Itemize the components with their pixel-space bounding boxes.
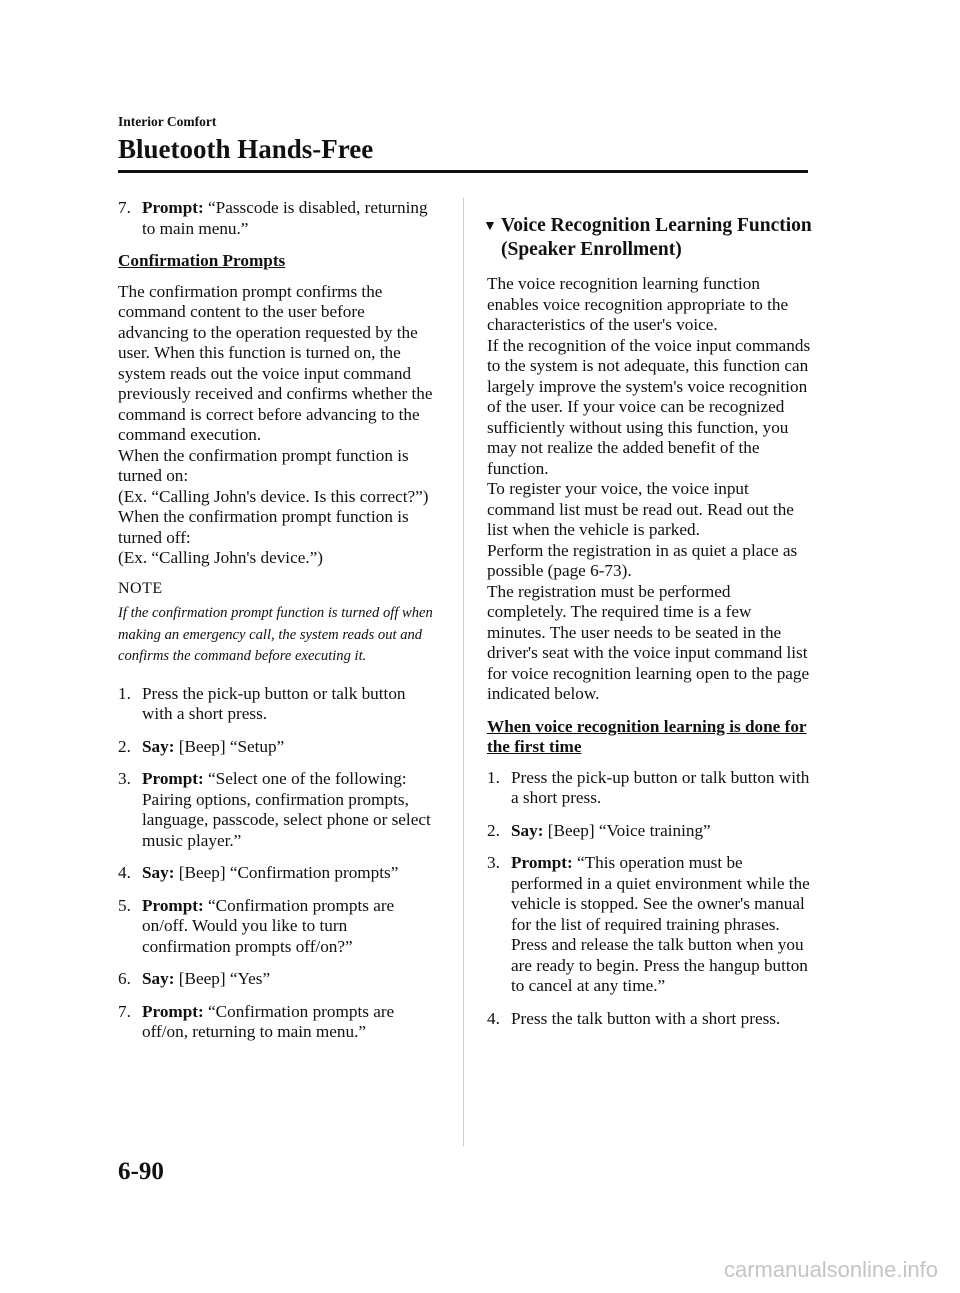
step-item (487, 821, 812, 842)
step-item (118, 969, 438, 990)
step-keyword: Prompt: (142, 198, 204, 217)
step-number: 7. (118, 198, 131, 217)
step-number: 2. (487, 820, 500, 840)
step-content: [Beep] “Setup” (174, 736, 285, 756)
voice-paragraph-4: Perform the registration in as quiet a place as possible (page 6-73). (487, 540, 798, 580)
step-text (142, 896, 438, 958)
step-content: “Confirmation prompts are off/on, returning to main menu.” (142, 1001, 395, 1041)
step-number: 4. (487, 1008, 500, 1028)
step-text (142, 737, 438, 758)
note-title: NOTE (118, 579, 163, 597)
right-steps-list (487, 768, 812, 1030)
step-item (118, 769, 438, 851)
step-item (118, 737, 438, 758)
voice-recognition-description (487, 274, 812, 705)
step-text (142, 969, 438, 990)
voice-paragraph-5: The registration must be performed completely. The required time is a few minutes. The user needs to be seated in the driver's seat with the voice input command list for voice recognition learning open to the page indicated below. (487, 581, 810, 703)
section-label: Interior Comfort (118, 114, 217, 129)
watermark: carmanualsonline.info (723, 1257, 938, 1282)
step-content: Press the pick-up button or talk button with a short press. (142, 683, 406, 723)
step-item (118, 863, 438, 884)
step-keyword: Prompt: (142, 769, 204, 788)
step-text (142, 1002, 438, 1043)
step-item (118, 684, 438, 725)
step-content: “Confirmation prompts are on/off. Would you like to turn confirmation prompts off/on?” (142, 895, 395, 956)
step-item (487, 1009, 812, 1030)
voice-paragraph-2: If the recognition of the voice input commands to the system is not adequate, this function can largely improve the system's voice recognition of the user. If your voice can be recognized sufficiently without using this function, you may not realize the added benefit of the function. (487, 335, 811, 478)
step-content: [Beep] “Confirmation prompts” (174, 863, 399, 882)
step-text (142, 198, 438, 239)
step-number: 3. (487, 853, 500, 872)
left-steps-list (118, 684, 438, 1043)
step-number: 1. (487, 767, 500, 787)
step-text (511, 821, 812, 842)
step-item (487, 768, 812, 809)
page-number: 6-90 (118, 1158, 164, 1185)
step-number: 3. (118, 769, 131, 788)
header-rule (118, 170, 808, 173)
step-item (118, 198, 438, 239)
step-number: 2. (118, 736, 131, 756)
confirmation-description (118, 282, 438, 569)
voice-recognition-heading-text: Voice Recognition Learning Function (Speaker Enrollment) (501, 215, 812, 260)
step-number: 4. (118, 863, 131, 882)
step-keyword: Prompt: (142, 1001, 204, 1021)
step-content: “Passcode is disabled, returning to main menu.” (142, 198, 428, 238)
voice-paragraph-1: The voice recognition learning function enables voice recognition appropriate to the characteristics of the user's voice. (487, 274, 789, 334)
confirmation-off-example: (Ex. “Calling John's device.”) (118, 548, 323, 567)
step-content: [Beep] “Yes” (174, 969, 271, 988)
note-text: If the confirmation prompt function is turned off when making an emergency call, the system reads out and confirms the command before executing it. (118, 605, 433, 664)
voice-recognition-heading (483, 214, 812, 262)
step-content: “This operation must be performed in a quiet environment while the vehicle is stopped. See the owner's manual for the list of required training phrases. Press and release the talk button when you are ready to begin. Press the hangup button to cancel at any time.” (511, 853, 810, 995)
left-column (118, 198, 438, 1055)
step-text (511, 768, 812, 809)
column-divider (463, 198, 464, 1146)
right-column (483, 198, 812, 1041)
step-keyword: Prompt: (511, 853, 573, 872)
step-keyword: Say: (511, 820, 544, 840)
confirmation-paragraph: The confirmation prompt confirms the command content to the user before advancing to the operation requested by the user. When this function is turned on, the system reads out the voice input command previously received and confirms whether the command is correct before advancing to the command execution. (118, 281, 433, 444)
confirmation-on-text: When the confirmation prompt function is turned on: (118, 445, 409, 485)
step-item (118, 1002, 438, 1043)
step-content: Press the pick-up button or talk button with a short press. (511, 767, 810, 807)
confirmation-prompts-heading: Confirmation Prompts (118, 251, 286, 270)
confirmation-off-text: When the confirmation prompt function is turned off: (118, 507, 409, 547)
chapter-title: Bluetooth Hands-Free (118, 134, 374, 164)
voice-paragraph-3: To register your voice, the voice input command list must be read out. Read out the list when the vehicle is parked. (487, 479, 794, 539)
step-number: 6. (118, 969, 131, 988)
step-keyword: Say: (142, 969, 175, 988)
step-number: 7. (118, 1001, 131, 1021)
step-content: “Select one of the following: Pairing options, confirmation prompts, language, passcode, select phone or select music player.” (142, 769, 431, 850)
step-text (142, 863, 438, 884)
step-keyword: Say: (142, 863, 175, 882)
step-content: [Beep] “Voice training” (543, 820, 711, 840)
step-text (511, 853, 812, 997)
page-header (118, 114, 808, 166)
step-keyword: Say: (142, 736, 175, 756)
step-text (142, 684, 438, 725)
step-number: 5. (118, 895, 131, 915)
step-item (118, 896, 438, 958)
step-keyword: Prompt: (142, 895, 204, 915)
step-number: 1. (118, 683, 131, 703)
step-content: Press the talk button with a short press. (511, 1008, 781, 1028)
step-text (511, 1009, 812, 1030)
step-text (142, 769, 438, 851)
confirmation-on-example: (Ex. “Calling John's device. Is this correct?”) (118, 486, 429, 506)
down-triangle-icon: ▼ (483, 219, 497, 234)
first-time-heading: When voice recognition learning is done for the first time (487, 716, 807, 756)
step-item (487, 853, 812, 997)
